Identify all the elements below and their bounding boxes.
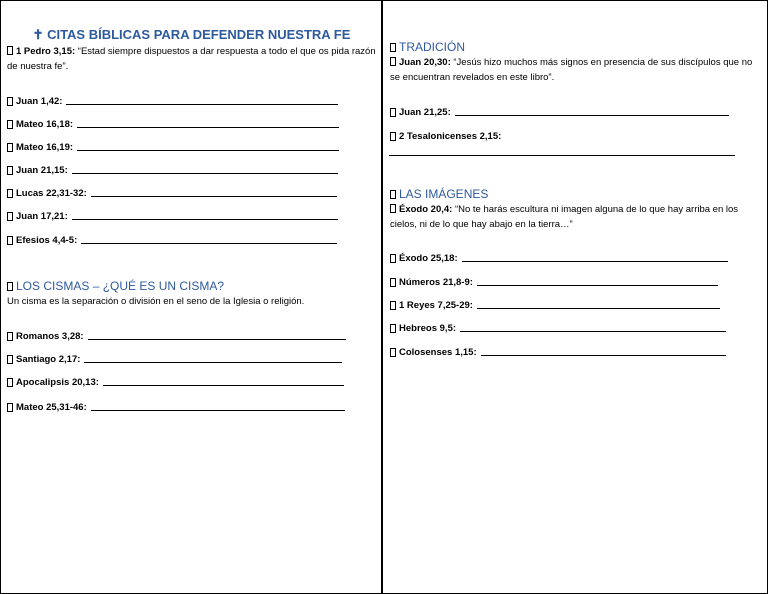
ref-line	[7, 354, 342, 365]
checkbox-icon	[7, 403, 13, 412]
checkbox-icon	[7, 355, 13, 364]
ref-label: Éxodo 25,18:	[399, 253, 458, 264]
answer-blank[interactable]	[455, 114, 729, 116]
answer-blank[interactable]	[460, 330, 726, 332]
checkbox-icon	[390, 57, 396, 66]
ref-line	[7, 377, 344, 388]
answer-blank[interactable]	[66, 103, 338, 105]
checkbox-icon	[390, 348, 396, 357]
ref-line	[7, 188, 337, 199]
ref-line	[390, 300, 720, 311]
checkbox-icon	[390, 132, 396, 141]
checkbox-icon	[7, 189, 13, 198]
ref-label: Juan 17,21:	[16, 211, 68, 222]
answer-blank[interactable]	[77, 149, 339, 151]
tradicion-intro	[390, 55, 762, 85]
answer-blank[interactable]	[462, 260, 728, 262]
imagenes-text: “No te harás escultura ni imagen alguna de lo que hay arriba en los cielos, ni de lo que hay abajo en la tierra…”	[390, 204, 739, 230]
ref-label: 2 Tesalonicenses 2,15:	[399, 131, 502, 142]
intro-paragraph	[7, 44, 377, 74]
ref-label: Colosenses 1,15:	[399, 347, 477, 358]
checkbox-icon	[390, 204, 396, 213]
checkbox-icon	[7, 143, 13, 152]
ref-label: Juan 21,25:	[399, 107, 451, 118]
checkbox-icon	[390, 278, 396, 287]
checkbox-icon	[7, 236, 13, 245]
checkbox-icon	[390, 43, 396, 52]
answer-blank[interactable]	[72, 172, 338, 174]
ref-label: Lucas 22,31-32:	[16, 188, 87, 199]
checkbox-icon	[7, 212, 13, 221]
imagenes-heading-text: LAS IMÁGENES	[399, 187, 489, 201]
ref-label: Santiago 2,17:	[16, 354, 81, 365]
answer-blank[interactable]	[91, 409, 345, 411]
ref-label: Efesios 4,4-5:	[16, 235, 78, 246]
imagenes-ref: Éxodo 20,4:	[399, 204, 453, 215]
ref-line	[7, 96, 338, 107]
ref-line	[390, 347, 726, 358]
ref-line	[390, 253, 728, 264]
page-title: ✝ CITAS BÍBLICAS PARA DEFENDER NUESTRA FE	[32, 27, 351, 42]
imagenes-heading	[390, 187, 488, 201]
checkbox-icon	[390, 301, 396, 310]
checkbox-icon	[7, 120, 13, 129]
tradicion-heading-text: TRADICIÓN	[399, 40, 465, 54]
cisma-text: Un cisma es la separación o división en el seno de la Iglesia o religión.	[7, 296, 305, 307]
checkbox-icon	[7, 332, 13, 341]
ref-line	[390, 323, 726, 334]
ref-line	[390, 277, 718, 288]
intro-text: “Estad siempre dispuestos a dar respuesta a todo el que os pida razón de nuestra fe”.	[7, 46, 376, 72]
tradicion-ref: Juan 20,30:	[399, 57, 451, 68]
answer-blank[interactable]	[77, 126, 339, 128]
ref-label: Mateo 16,18:	[16, 119, 74, 130]
answer-blank[interactable]	[389, 155, 735, 156]
answer-blank[interactable]	[477, 307, 720, 309]
imagenes-intro	[390, 202, 762, 232]
checkbox-icon	[7, 282, 13, 291]
ref-label: 1 Reyes 7,25-29:	[399, 300, 473, 311]
ref-line	[7, 211, 338, 222]
answer-blank[interactable]	[81, 242, 337, 244]
checkbox-icon	[390, 254, 396, 263]
ref-line	[7, 119, 339, 130]
checkbox-icon	[390, 190, 396, 199]
ref-label: Juan 21,15:	[16, 165, 68, 176]
tradicion-text: “Jesús hizo muchos más signos en presencia de sus discípulos que no se encuentran revelados en este libro”.	[390, 57, 753, 83]
ref-line	[7, 402, 345, 413]
checkbox-icon	[7, 97, 13, 106]
answer-blank[interactable]	[88, 338, 346, 340]
ref-label: Apocalipsis 20,13:	[16, 377, 99, 388]
answer-blank[interactable]	[84, 361, 342, 363]
ref-label: Números 21,8-9:	[399, 277, 473, 288]
ref-label: Mateo 16,19:	[16, 142, 74, 153]
answer-blank[interactable]	[481, 354, 726, 356]
ref-label: Hebreos 9,5:	[399, 323, 457, 334]
ref-line	[7, 142, 339, 153]
answer-blank[interactable]	[103, 384, 344, 386]
ref-line	[390, 131, 501, 142]
ref-line	[7, 235, 337, 246]
checkbox-icon	[7, 46, 13, 55]
cisma-heading-text: LOS CISMAS – ¿QUÉ ES UN CISMA?	[16, 279, 225, 293]
tradicion-heading	[390, 40, 465, 54]
answer-blank[interactable]	[91, 195, 337, 197]
intro-ref: 1 Pedro 3,15:	[16, 46, 76, 57]
ref-label: Romanos 3,28:	[16, 331, 84, 342]
checkbox-icon	[7, 166, 13, 175]
ref-line	[7, 165, 338, 176]
ref-label: Juan 1,42:	[16, 96, 63, 107]
ref-label: Mateo 25,31-46:	[16, 402, 87, 413]
answer-blank[interactable]	[72, 218, 338, 220]
checkbox-icon	[390, 324, 396, 333]
checkbox-icon	[7, 378, 13, 387]
ref-line	[390, 107, 729, 118]
cisma-heading	[7, 279, 224, 293]
answer-blank[interactable]	[477, 284, 718, 286]
checkbox-icon	[390, 108, 396, 117]
right-column	[383, 0, 768, 594]
ref-line	[7, 331, 346, 342]
